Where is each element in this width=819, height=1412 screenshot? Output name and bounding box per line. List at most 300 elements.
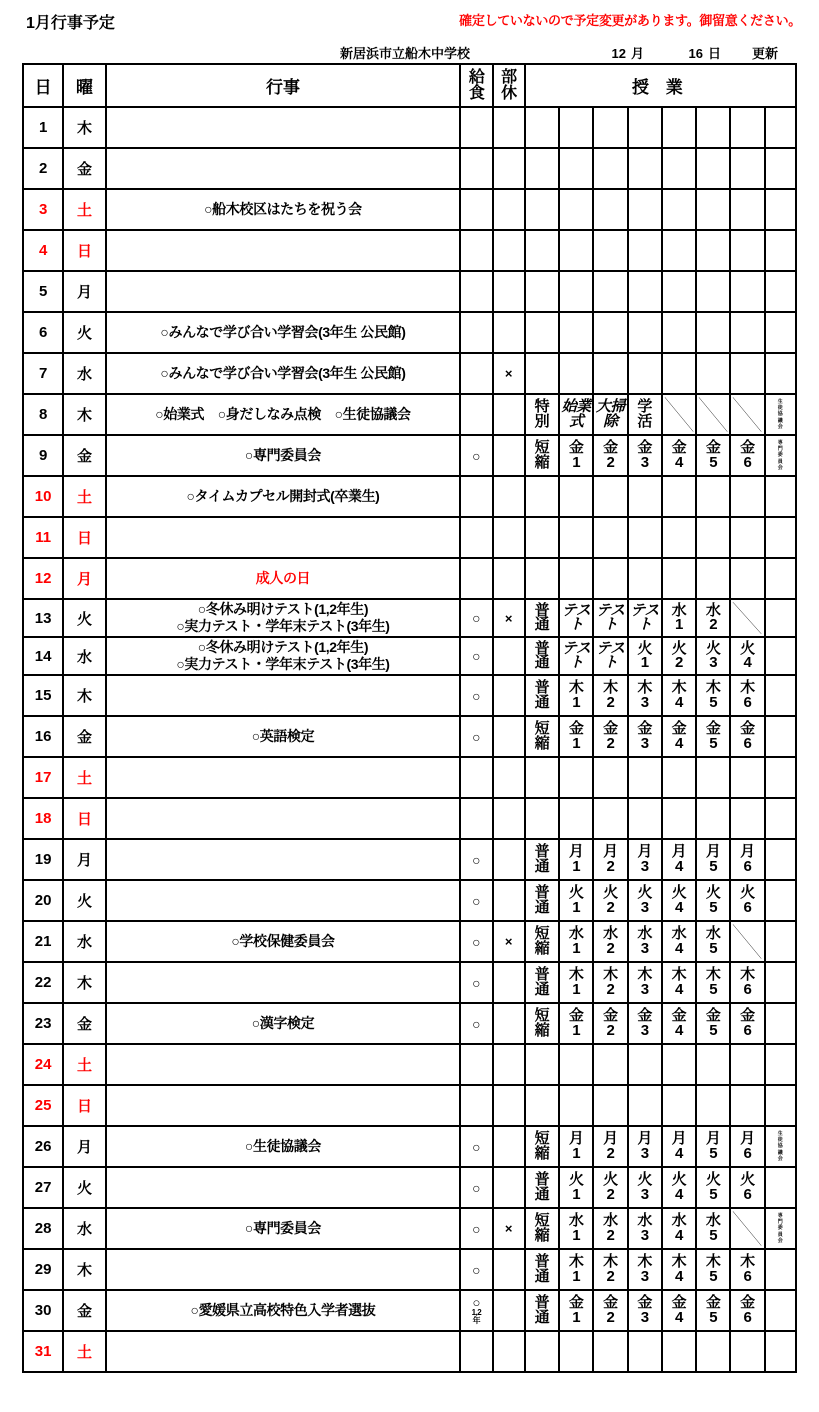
- cell-day: 29: [23, 1249, 63, 1290]
- class-type-char: 通: [534, 693, 550, 711]
- cell-class-type: [525, 637, 559, 675]
- table-row: [23, 1208, 796, 1249]
- cell-lunch: ○: [460, 962, 492, 1003]
- cell-weekday: 金: [63, 716, 105, 757]
- cell-period-3: [628, 189, 662, 230]
- period-label-stack: [663, 1296, 695, 1325]
- cell-period-1: [559, 1208, 593, 1249]
- period-number: 5: [709, 980, 718, 998]
- period-label-stack: [594, 1296, 626, 1325]
- period-subject: 金: [740, 720, 755, 738]
- table-row: [23, 921, 796, 962]
- period-number: 5: [709, 857, 718, 875]
- cell-club-off: [493, 312, 525, 353]
- period-number: 5: [709, 734, 718, 752]
- period-number: 4: [674, 939, 683, 957]
- cell-period-6: [730, 1085, 764, 1126]
- cell-period-3: [628, 230, 662, 271]
- cell-side-note: [765, 312, 796, 353]
- cell-lunch: [460, 798, 492, 839]
- cell-period-4: [662, 1044, 696, 1085]
- cell-class-type: [525, 675, 559, 716]
- period-label-stack: [560, 1132, 592, 1161]
- cell-period-6: [730, 1044, 764, 1085]
- cell-period-6: [730, 271, 764, 312]
- cell-period-1: [559, 148, 593, 189]
- period-label-stack: [560, 968, 592, 997]
- side-note-char: 会: [777, 1237, 783, 1244]
- period-label-stack: [594, 1214, 626, 1243]
- event-line: ○タイムカプセル開封式(卒業生): [186, 487, 380, 504]
- col-header-day: 日: [23, 64, 63, 107]
- cell-period-2: [593, 880, 627, 921]
- cell-weekday: 火: [63, 880, 105, 921]
- cell-lunch: ○: [460, 1003, 492, 1044]
- cell-lunch: ○: [460, 839, 492, 880]
- class-type-stack: [526, 639, 558, 671]
- cell-weekday: 水: [63, 637, 105, 675]
- period-label-stack: [697, 1214, 729, 1243]
- diagonal-slash-icon: [731, 922, 763, 961]
- cell-period-5: [696, 148, 730, 189]
- class-type-char: 普: [534, 884, 550, 902]
- cell-period-4: [662, 1126, 696, 1167]
- period-number: 3: [640, 1267, 649, 1285]
- class-type-char: 通: [534, 1185, 550, 1203]
- cell-period-1: [559, 921, 593, 962]
- period-label-stack: [560, 1255, 592, 1284]
- period-subject: 月: [705, 1130, 721, 1148]
- period-number: 4: [674, 1185, 683, 1203]
- period-subject: 金: [568, 720, 584, 738]
- table-row: [23, 558, 796, 599]
- period-label-stack: [629, 1214, 661, 1243]
- table-row: [23, 757, 796, 798]
- cell-period-4: [662, 675, 696, 716]
- table-row: [23, 1167, 796, 1208]
- period-subject: 金: [603, 1294, 618, 1312]
- cell-day: 10: [23, 476, 63, 517]
- period-label-stack: [629, 845, 661, 874]
- period-number: 1: [572, 898, 581, 916]
- cell-event: [106, 435, 461, 476]
- period-number: 1: [572, 980, 581, 998]
- cell-event: [106, 1249, 461, 1290]
- page-title: 1月行事予定: [26, 15, 115, 32]
- class-type-char: 通: [534, 654, 550, 671]
- cell-period-4: [662, 1290, 696, 1331]
- cell-period-6: [730, 757, 764, 798]
- period-number: 1: [572, 1021, 581, 1039]
- cell-side-note: [765, 921, 796, 962]
- cell-day: 5: [23, 271, 63, 312]
- class-type-stack: [526, 1132, 558, 1161]
- cell-period-5: [696, 1208, 730, 1249]
- period-label-stack: [697, 1173, 729, 1202]
- cell-weekday: 水: [63, 921, 105, 962]
- cell-period-5: [696, 517, 730, 558]
- cell-period-3: [628, 798, 662, 839]
- period-subject: 月: [671, 1130, 687, 1148]
- cell-club-off: [493, 189, 525, 230]
- cell-period-6: [730, 962, 764, 1003]
- side-note-char: 生: [777, 398, 783, 405]
- cell-club-off: [493, 148, 525, 189]
- cell-club-off: ×: [493, 353, 525, 394]
- cell-period-4: [662, 1167, 696, 1208]
- period-label-char: ト: [603, 654, 618, 671]
- cell-day: 20: [23, 880, 63, 921]
- cell-class-type: [525, 476, 559, 517]
- cell-class-type: [525, 1208, 559, 1249]
- cell-day: 24: [23, 1044, 63, 1085]
- cell-class-type: [525, 1003, 559, 1044]
- period-label-stack: [731, 1255, 763, 1284]
- table-row: [23, 1126, 796, 1167]
- cell-day: 17: [23, 757, 63, 798]
- period-label-stack: [697, 845, 729, 874]
- cell-side-note: [765, 880, 796, 921]
- class-type-char: 普: [534, 1253, 550, 1271]
- cell-period-4: [662, 148, 696, 189]
- cell-side-note: [765, 798, 796, 839]
- cell-lunch: ○: [460, 435, 492, 476]
- class-type-stack: [526, 441, 558, 470]
- cell-weekday: 木: [63, 962, 105, 1003]
- period-label-stack: [594, 845, 626, 874]
- class-type-char: 縮: [534, 734, 550, 752]
- cell-weekday: 火: [63, 1167, 105, 1208]
- cell-class-type: [525, 798, 559, 839]
- cell-period-2: [593, 675, 627, 716]
- period-number: 6: [743, 857, 752, 875]
- cell-day: 21: [23, 921, 63, 962]
- cell-event: [106, 107, 461, 148]
- period-subject: 金: [705, 1007, 721, 1025]
- period-number: 3: [640, 453, 649, 471]
- cell-day: 19: [23, 839, 63, 880]
- period-number: 6: [743, 734, 752, 752]
- class-type-char: 通: [534, 1308, 550, 1326]
- cell-club-off: [493, 716, 525, 757]
- cell-period-3: [628, 1044, 662, 1085]
- table-row: [23, 1003, 796, 1044]
- cell-period-3: [628, 675, 662, 716]
- cell-period-4: [662, 558, 696, 599]
- cell-period-6: [730, 1126, 764, 1167]
- table-row: [23, 1044, 796, 1085]
- period-number: 3: [640, 980, 649, 998]
- cell-period-6: [730, 1003, 764, 1044]
- cell-period-4: [662, 230, 696, 271]
- cell-period-6-none: [730, 394, 764, 435]
- cell-class-type: [525, 880, 559, 921]
- period-subject: 月: [671, 843, 687, 861]
- cell-period-2: [593, 312, 627, 353]
- cell-event: [106, 675, 461, 716]
- period-label-stack: [663, 1214, 695, 1243]
- period-number: 1: [572, 453, 581, 471]
- period-subject: 月: [568, 1130, 584, 1148]
- cell-side-note: [765, 1044, 796, 1085]
- cell-period-3: [628, 517, 662, 558]
- cell-day: 26: [23, 1126, 63, 1167]
- period-number: 5: [709, 1226, 718, 1244]
- period-subject: 金: [671, 439, 687, 457]
- cell-period-6: [730, 880, 764, 921]
- side-note-char: 会: [777, 464, 783, 471]
- cell-day: 28: [23, 1208, 63, 1249]
- side-note-vertical-text: [766, 1131, 795, 1162]
- diagonal-slash-icon: [663, 395, 695, 434]
- period-label-char: 掃: [610, 398, 625, 416]
- event-line: ○実力テスト・学年末テスト(3年生): [176, 618, 390, 634]
- period-number: 5: [709, 1021, 718, 1039]
- cell-side-note: [765, 1331, 796, 1372]
- cell-period-5: [696, 107, 730, 148]
- cell-class-type: [525, 757, 559, 798]
- period-subject: 木: [671, 1253, 687, 1271]
- cell-period-5: [696, 435, 730, 476]
- period-number: 3: [709, 654, 718, 671]
- table-row: [23, 230, 796, 271]
- cell-day: 18: [23, 798, 63, 839]
- cell-event: [106, 798, 461, 839]
- cell-period-6: [730, 798, 764, 839]
- class-type-char: 縮: [534, 1226, 550, 1244]
- event-line: ○始業式 ○身だしなみ点検 ○生徒協議会: [155, 405, 411, 422]
- period-number: 2: [606, 857, 615, 875]
- cell-event: [106, 921, 461, 962]
- period-number: 4: [674, 693, 683, 711]
- lunch-note: 年: [472, 1316, 481, 1325]
- class-type-char: 短: [534, 720, 550, 738]
- period-label-char: テ: [561, 601, 576, 619]
- cell-weekday: 木: [63, 394, 105, 435]
- cell-period-6-none: [730, 1208, 764, 1249]
- cell-lunch: [460, 517, 492, 558]
- cell-weekday: 月: [63, 271, 105, 312]
- period-label-stack: [560, 845, 592, 874]
- period-label-stack: [731, 681, 763, 710]
- table-row: [23, 1331, 796, 1372]
- period-label-stack: [594, 681, 626, 710]
- class-type-stack: [526, 968, 558, 997]
- period-label-char: テ: [596, 601, 611, 619]
- period-number: 5: [709, 939, 718, 957]
- side-note-vertical-text: [766, 1213, 795, 1244]
- cell-period-3: [628, 271, 662, 312]
- period-number: 2: [606, 980, 615, 998]
- period-number: 2: [606, 734, 615, 752]
- cell-event: [106, 1044, 461, 1085]
- period-label-stack: [560, 1214, 592, 1243]
- cell-period-2: [593, 189, 627, 230]
- period-label-char: テ: [596, 639, 611, 657]
- table-row: [23, 1085, 796, 1126]
- cell-period-2: [593, 921, 627, 962]
- class-type-char: 通: [534, 898, 550, 916]
- cell-period-6-none: [730, 921, 764, 962]
- period-subject: 金: [568, 1294, 584, 1312]
- cell-weekday: 金: [63, 1290, 105, 1331]
- event-line: 成人の日: [255, 569, 311, 586]
- period-label-stack: [663, 1255, 695, 1284]
- cell-period-3: [628, 1085, 662, 1126]
- cell-period-1: [559, 1249, 593, 1290]
- cell-period-1: [559, 189, 593, 230]
- cell-side-note: [765, 107, 796, 148]
- monthly-schedule-table: [22, 63, 797, 1373]
- lunch-mark-group: [461, 1296, 491, 1325]
- cell-side-note: [765, 1249, 796, 1290]
- period-label-stack: [697, 1009, 729, 1038]
- side-note-char: 専: [777, 439, 783, 446]
- cell-weekday: 月: [63, 1126, 105, 1167]
- cell-period-2: [593, 962, 627, 1003]
- cell-period-6: [730, 476, 764, 517]
- cell-period-6: [730, 1167, 764, 1208]
- cell-period-5: [696, 1290, 730, 1331]
- cell-day: 6: [23, 312, 63, 353]
- class-type-stack: [526, 722, 558, 751]
- period-number: 4: [674, 1308, 683, 1326]
- period-number: 6: [743, 1021, 752, 1039]
- cell-event: [106, 189, 461, 230]
- cell-period-4: [662, 757, 696, 798]
- event-line: ○漢字検定: [251, 1014, 315, 1031]
- side-note-char: 専: [777, 1212, 783, 1219]
- period-number: 2: [606, 453, 615, 471]
- cell-period-6: [730, 353, 764, 394]
- cell-side-note: [765, 1126, 796, 1167]
- side-note-char: 委: [777, 1225, 783, 1232]
- cell-period-4: [662, 189, 696, 230]
- cell-club-off: [493, 675, 525, 716]
- cell-period-3: [628, 637, 662, 675]
- cell-class-type: [525, 148, 559, 189]
- cell-class-type: [525, 1331, 559, 1372]
- cell-event: [106, 1085, 461, 1126]
- cell-period-1: [559, 675, 593, 716]
- cell-period-1: [559, 1044, 593, 1085]
- col-header-event: 行事: [106, 64, 461, 107]
- period-subject: 木: [740, 1253, 755, 1271]
- period-subject: 火: [603, 1171, 618, 1189]
- cell-period-1: [559, 1331, 593, 1372]
- class-type-stack: [526, 1173, 558, 1202]
- class-type-stack: [526, 1296, 558, 1325]
- period-label-stack: [594, 1173, 626, 1202]
- period-subject: 水: [671, 925, 687, 943]
- cell-side-note: [765, 1003, 796, 1044]
- period-subject: 木: [603, 966, 618, 984]
- cell-period-4: [662, 1208, 696, 1249]
- table-row: [23, 880, 796, 921]
- cell-side-note: [765, 353, 796, 394]
- cell-period-6: [730, 675, 764, 716]
- diagonal-slash-icon: [731, 600, 763, 636]
- period-label-stack: [697, 601, 729, 633]
- period-number: 3: [640, 1308, 649, 1326]
- cell-period-3: [628, 312, 662, 353]
- class-type-char: 普: [534, 639, 550, 657]
- cell-club-off: [493, 1003, 525, 1044]
- side-note-char: 議: [777, 417, 783, 424]
- event-line: ○学校保健委員会: [231, 932, 335, 949]
- period-number: 5: [709, 1308, 718, 1326]
- cell-club-off: [493, 839, 525, 880]
- event-line: ○生徒協議会: [244, 1137, 321, 1154]
- diagonal-slash-icon: [731, 395, 763, 434]
- lunch-note: 1,2: [471, 1308, 482, 1317]
- cell-side-note: [765, 637, 796, 675]
- period-number: 6: [743, 1144, 752, 1162]
- period-label-stack: [560, 1296, 592, 1325]
- cell-weekday: 土: [63, 757, 105, 798]
- cell-period-4: [662, 1331, 696, 1372]
- table-row: [23, 189, 796, 230]
- period-number: 2: [606, 1021, 615, 1039]
- class-type-char: 縮: [534, 1144, 550, 1162]
- cell-weekday: 木: [63, 107, 105, 148]
- cell-period-5: [696, 1249, 730, 1290]
- event-line: ○みんなで学び合い学習会(3年生 公民館): [160, 364, 406, 381]
- cell-period-5: [696, 271, 730, 312]
- period-label-stack: [629, 639, 661, 671]
- period-label-stack: [629, 1255, 661, 1284]
- period-number: 6: [743, 980, 752, 998]
- cell-period-6-none: [730, 599, 764, 637]
- period-label-stack: [731, 886, 763, 915]
- class-type-char: 普: [534, 966, 550, 984]
- cell-day: 25: [23, 1085, 63, 1126]
- cell-lunch: [460, 230, 492, 271]
- cell-period-4: [662, 1249, 696, 1290]
- cell-class-type: [525, 1249, 559, 1290]
- period-label-stack: [560, 1009, 592, 1038]
- period-label-stack: [629, 1173, 661, 1202]
- cell-period-1: [559, 271, 593, 312]
- col-header-weekday: 曜: [63, 64, 105, 107]
- cell-period-2: [593, 558, 627, 599]
- cell-club-off: [493, 757, 525, 798]
- period-number: 3: [640, 1185, 649, 1203]
- period-subject: 月: [705, 843, 721, 861]
- cell-side-note: [765, 839, 796, 880]
- cell-class-type: [525, 1126, 559, 1167]
- period-label-stack: [731, 845, 763, 874]
- period-subject: 金: [603, 1007, 618, 1025]
- period-subject: 火: [603, 884, 618, 902]
- cell-period-4: [662, 798, 696, 839]
- cell-class-type: [525, 435, 559, 476]
- period-subject: 水: [705, 1212, 721, 1230]
- cell-class-type: [525, 353, 559, 394]
- cell-period-1: [559, 312, 593, 353]
- side-note-char: 会: [777, 1155, 783, 1162]
- cell-day: 31: [23, 1331, 63, 1372]
- cell-event: [106, 476, 461, 517]
- cell-event: [106, 312, 461, 353]
- period-label-stack: [629, 722, 661, 751]
- period-label-stack: [594, 639, 626, 671]
- period-label-stack: [560, 400, 592, 429]
- period-number: 1: [572, 1308, 581, 1326]
- cell-period-4: [662, 599, 696, 637]
- cell-class-type: [525, 271, 559, 312]
- period-number: 6: [743, 693, 752, 711]
